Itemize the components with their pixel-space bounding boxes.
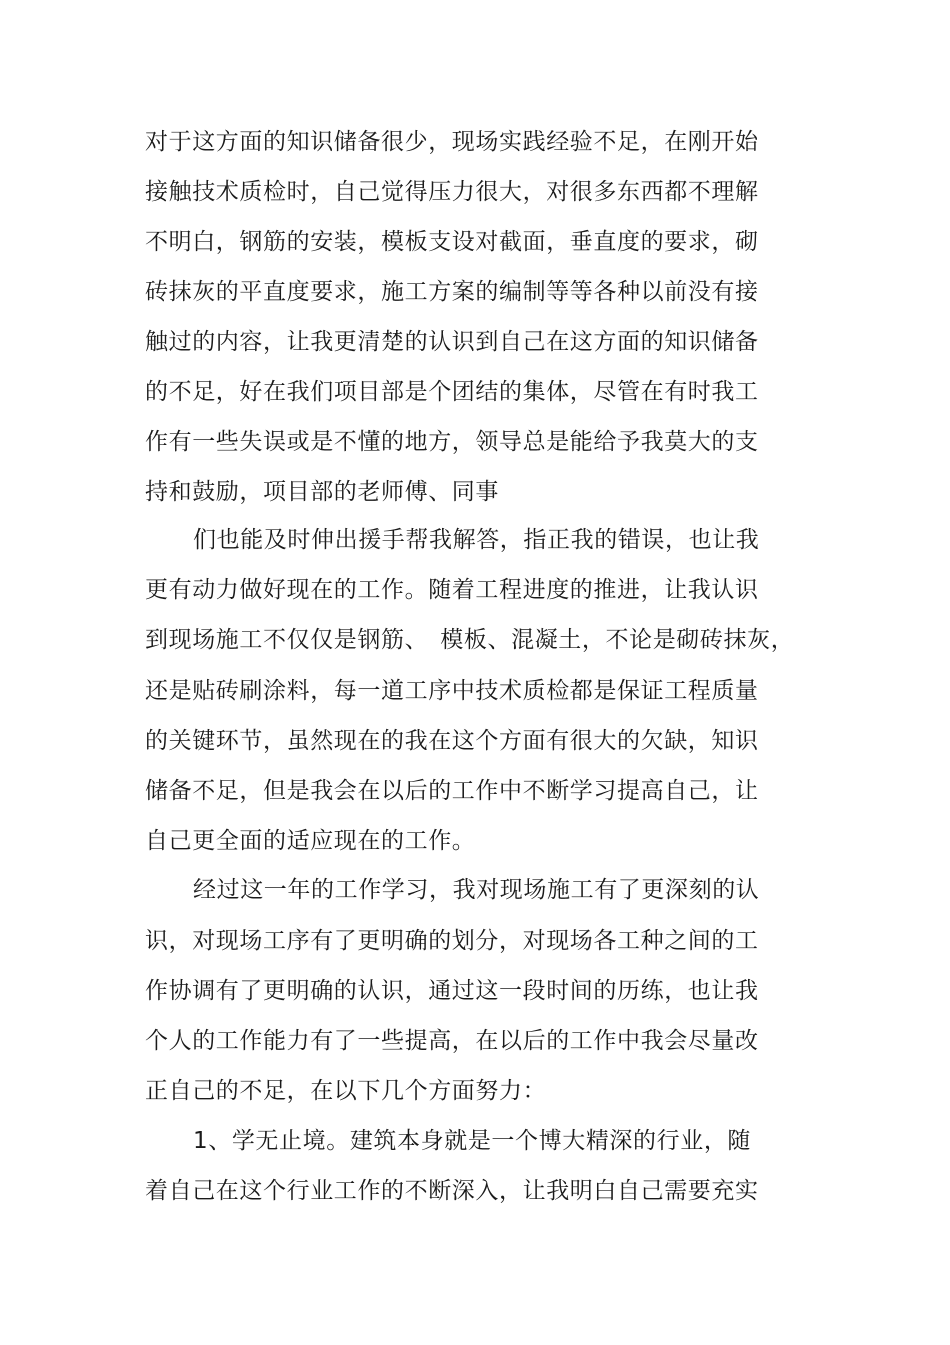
text-line: 作协调有了更明确的认识，通过这一段时间的历练，也让我: [145, 978, 759, 1004]
text-line: 自己更全面的适应现在的工作。: [145, 828, 476, 854]
text-line: 的关键环节，虽然现在的我在这个方面有很大的欠缺，知识: [145, 728, 759, 754]
text-line: 对于这方面的知识储备很少，现场实践经验不足，在刚开始: [145, 129, 759, 155]
text-line: 正自己的不足，在以下几个方面努力：: [145, 1078, 547, 1104]
text-line: 识，对现场工序有了更明确的划分，对现场各工种之间的工: [145, 928, 759, 954]
paragraph-first-line: 1、学无止境。建筑本身就是一个博大精深的行业，随: [193, 1128, 752, 1154]
text-line: 接触技术质检时，自己觉得压力很大，对很多东西都不理解: [145, 179, 759, 205]
paragraph-first-line: 们也能及时伸出援手帮我解答，指正我的错误，也让我: [193, 527, 760, 553]
text-line: 个人的工作能力有了一些提高，在以后的工作中我会尽量改: [145, 1028, 759, 1054]
text-line: 触过的内容，让我更清楚的认识到自己在这方面的知识储备: [145, 329, 759, 355]
text-line: 的不足，好在我们项目部是个团结的集体，尽管在有时我工: [145, 379, 759, 405]
text-line: 着自己在这个行业工作的不断深入，让我明白自己需要充实: [145, 1178, 759, 1204]
text-line: 更有动力做好现在的工作。随着工程进度的推进，让我认识: [145, 577, 759, 603]
text-line: 砖抹灰的平直度要求，施工方案的编制等等各种以前没有接: [145, 279, 759, 305]
text-line: 不明白，钢筋的安装，模板支设对截面，垂直度的要求，砌: [145, 229, 759, 255]
text-line: 到现场施工不仅仅是钢筋、 模板、混凝土，不论是砌砖抹灰，: [145, 627, 795, 653]
text-line: 储备不足，但是我会在以后的工作中不断学习提高自己，让: [145, 778, 759, 804]
text-line: 还是贴砖刷涂料，每一道工序中技术质检都是保证工程质量: [145, 678, 759, 704]
text-line: 作有一些失误或是不懂的地方，领导总是能给予我莫大的支: [145, 429, 759, 455]
text-line: 持和鼓励，项目部的老师傅、同事: [145, 479, 499, 505]
paragraph-first-line: 经过这一年的工作学习，我对现场施工有了更深刻的认: [193, 877, 760, 903]
